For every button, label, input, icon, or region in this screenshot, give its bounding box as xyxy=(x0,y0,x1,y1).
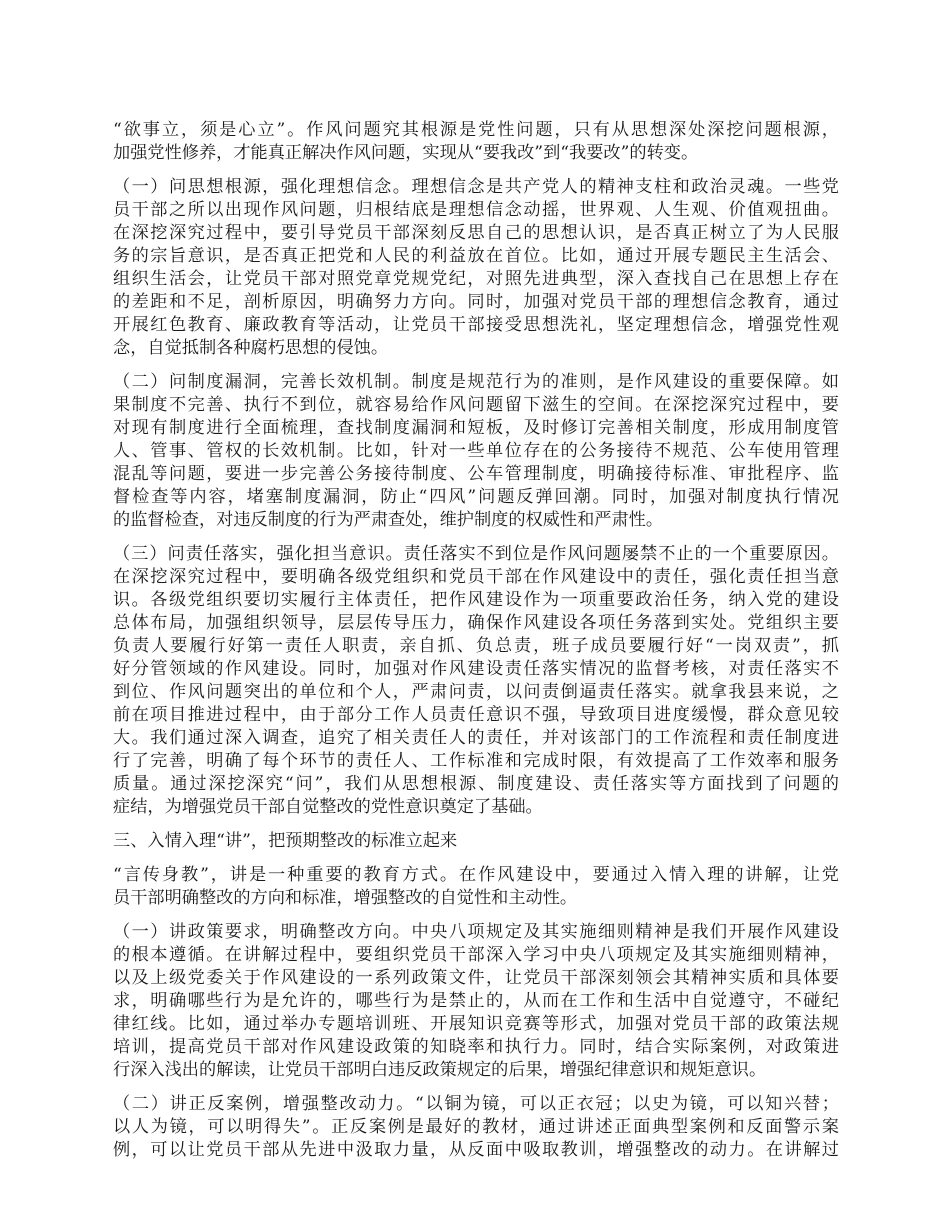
text-line: 组织生活会，让党员干部对照党章党规党纪，对照先进典型，深入查找自己在思想上存在 xyxy=(113,269,839,289)
text-line: 的根本遵循。在讲解过程中，要组织党员干部深入学习中央八项规定及其实施细则精神， xyxy=(113,945,839,965)
text-line: 行深入浅出的解读，让党员干部明白违反政策规定的后果，增强纪律意识和规矩意识。 xyxy=(113,1060,767,1080)
document-page xyxy=(113,119,839,1173)
text-line: 以人为镜，可以明得失”。正反案例是最好的教材，通过讲述正面典型案例和反面警示案 xyxy=(113,1117,839,1137)
section-heading xyxy=(113,830,839,853)
paragraph-section-three-intro xyxy=(113,864,839,910)
text-line: 识。各级党组织要切实履行主体责任，把作风建设作为一项重要政治任务，纳入党的建设 xyxy=(113,590,839,610)
text-line: 果制度不完善、执行不到位，就容易给作风问题留下滋生的空间。在深挖深究过程中，要 xyxy=(113,395,839,415)
paragraph-ask-system xyxy=(113,371,839,532)
text-line: （一）讲政策要求，明确整改方向。中央八项规定及其实施细则精神是我们开展作风建设 xyxy=(113,922,839,942)
text-line: “言传身教”，讲是一种重要的教育方式。在作风建设中，要通过入情入理的讲解，让党 xyxy=(113,865,839,885)
text-line: 员干部明确整改的方向和标准，增强整改的自觉性和主动性。 xyxy=(113,888,578,908)
text-line: 大。我们通过深入调查，追究了相关责任人的责任，并对该部门的工作流程和责任制度进 xyxy=(113,728,839,748)
text-line: 的差距和不足，剖析原因，明确努力方向。同时，加强对党员干部的理想信念教育，通过 xyxy=(113,292,839,312)
paragraph-intro-heart xyxy=(113,119,839,165)
text-line: 对现有制度进行全面梳理，查找制度漏洞和短板，及时修订完善相关制度，形成用制度管 xyxy=(113,418,839,438)
text-line: 负责人要履行好第一责任人职责，亲自抓、负总责，班子成员要履行好“一岗双责”，抓 xyxy=(113,636,839,656)
paragraph-ask-ideology xyxy=(113,176,839,360)
paragraph-explain-cases xyxy=(113,1093,839,1162)
text-line: （二）讲正反案例，增强整改动力。“以铜为镜，可以正衣冠；以史为镜，可以知兴替； xyxy=(113,1094,839,1114)
text-line: “欲事立，须是心立”。作风问题究其根源是党性问题，只有从思想深处深挖问题根源， xyxy=(113,120,839,140)
text-line: 症结，为增强党员干部自觉整改的党性意识奠定了基础。 xyxy=(113,797,543,817)
text-line: （二）问制度漏洞，完善长效机制。制度是规范行为的准则，是作风建设的重要保障。如 xyxy=(113,372,839,392)
text-line: 培训，提高党员干部对作风建设政策的知晓率和执行力。同时，结合实际案例，对政策进 xyxy=(113,1037,839,1057)
text-line: 开展红色教育、廉政教育等活动，让党员干部接受思想洗礼，坚定理想信念，增强党性观 xyxy=(113,315,839,335)
text-line: 员干部之所以出现作风问题，归根结底是理想信念动摇，世界观、人生观、价值观扭曲。 xyxy=(113,200,839,220)
text-line: 到位、作风问题突出的单位和个人，严肃问责，以问责倒逼责任落实。就拿我县来说，之 xyxy=(113,682,839,702)
text-line: （三）问责任落实，强化担当意识。责任落实不到位是作风问题屡禁不止的一个重要原因。 xyxy=(113,544,839,564)
text-line: 人、管事、管权的长效机制。比如，针对一些单位存在的公务接待不规范、公车使用管理 xyxy=(113,441,839,461)
text-line: （一）问思想根源，强化理想信念。理想信念是共产党人的精神支柱和政治灵魂。一些党 xyxy=(113,177,839,197)
text-line: 加强党性修养，才能真正解决作风问题，实现从“要我改”到“我要改”的转变。 xyxy=(113,143,699,163)
paragraph-ask-responsibility xyxy=(113,543,839,819)
text-line: 务的宗旨意识，是否真正把党和人民的利益放在首位。比如，通过开展专题民主生活会、 xyxy=(113,246,839,266)
text-line: 三、入情入理“讲”，把预期整改的标准立起来 xyxy=(113,831,458,851)
text-line: 督检查等内容，堵塞制度漏洞，防止“四风”问题反弹回潮。同时，加强对制度执行情况 xyxy=(113,487,839,507)
text-line: 在深挖深究过程中，要引导党员干部深刻反思自己的思想认识，是否真正树立了为人民服 xyxy=(113,223,839,243)
text-line: 念，自觉抵制各种腐朽思想的侵蚀。 xyxy=(113,338,389,358)
paragraph-explain-policy xyxy=(113,921,839,1082)
text-line: 以及上级党委关于作风建设的一系列政策文件，让党员干部深刻领会其精神实质和具体要 xyxy=(113,968,839,988)
text-line: 的监督检查，对违反制度的行为严肃查处，维护制度的权威性和严肃性。 xyxy=(113,510,664,530)
text-line: 混乱等问题，要进一步完善公务接待制度、公车管理制度，明确接待标准、审批程序、监 xyxy=(113,464,839,484)
text-line: 在深挖深究过程中，要明确各级党组织和党员干部在作风建设中的责任，强化责任担当意 xyxy=(113,567,839,587)
text-line: 律红线。比如，通过举办专题培训班、开展知识竞赛等形式，加强对党员干部的政策法规 xyxy=(113,1014,839,1034)
text-line: 求，明确哪些行为是允许的，哪些行为是禁止的，从而在工作和生活中自觉遵守，不碰纪 xyxy=(113,991,839,1011)
text-line: 前在项目推进过程中，由于部分工作人员责任意识不强，导致项目进度缓慢，群众意见较 xyxy=(113,705,839,725)
text-line: 质量。通过深挖深究“问”，我们从思想根源、制度建设、责任落实等方面找到了问题的 xyxy=(113,774,839,794)
text-line: 例，可以让党员干部从先进中汲取力量，从反面中吸取教训，增强整改的动力。在讲解过 xyxy=(113,1140,839,1160)
text-line: 行了完善，明确了每个环节的责任人、工作标准和完成时限，有效提高了工作效率和服务 xyxy=(113,751,839,771)
text-line: 总体布局，加强组织领导，层层传导压力，确保作风建设各项任务落到实处。党组织主要 xyxy=(113,613,839,633)
text-line: 好分管领域的作风建设。同时，加强对作风建设责任落实情况的监督考核，对责任落实不 xyxy=(113,659,839,679)
